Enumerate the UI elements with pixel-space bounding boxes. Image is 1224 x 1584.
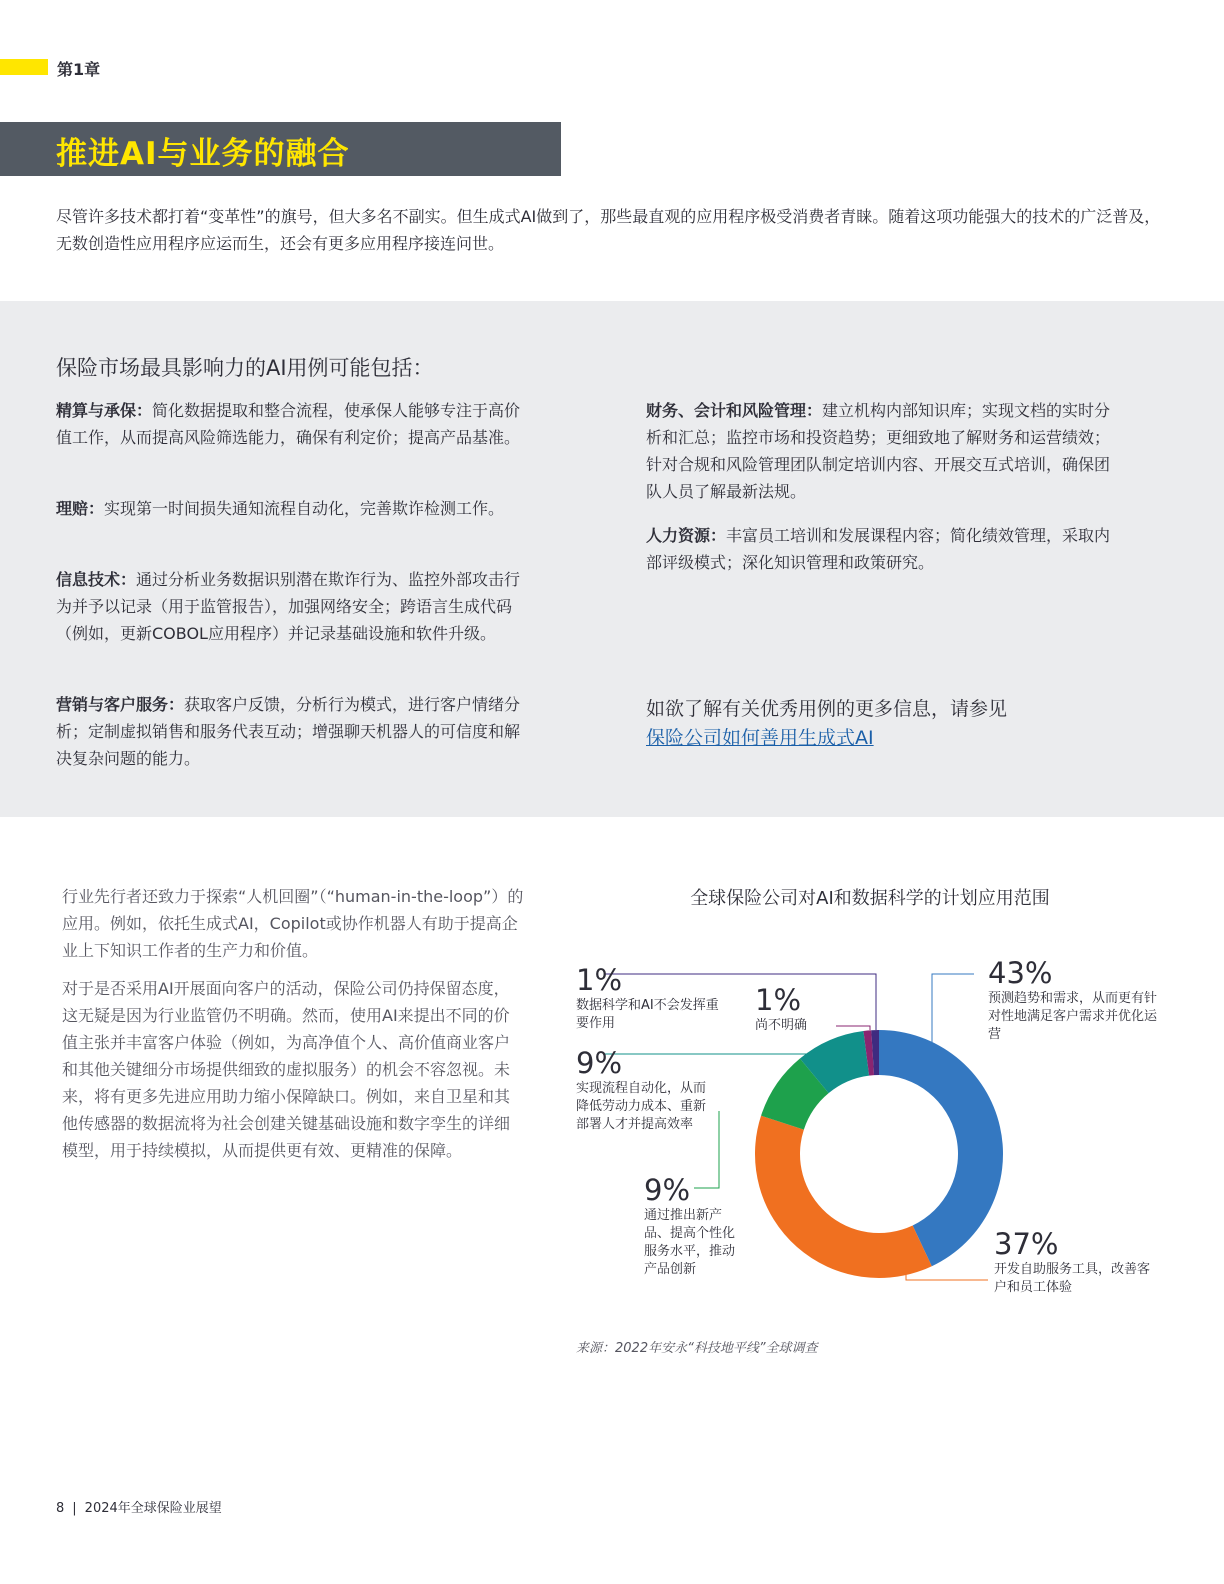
use-case-text: 获取客户反馈，分析行为模式，进行客户情绪分析；定制虚拟销售和服务代表互动；增强聊天机器人的可信度和解决复杂问题的能力。 (56, 695, 521, 768)
use-case-finance (646, 397, 1118, 505)
use-case-text: 实现第一时间损失通知流程自动化，完善欺诈检测工作。 (104, 499, 505, 518)
use-case-text: 丰富员工培训和发展课程内容；简化绩效管理，采取内部评级模式；深化知识管理和政策研究。 (646, 526, 1111, 572)
use-case-actuarial (56, 397, 528, 451)
use-case-text: 通过分析业务数据识别潜在欺诈行为、监控外部攻击行为并予以记录（用于监管报告），加强网络安全；跨语言生成代码（例如，更新COBOL应用程序）并记录基础设施和软件升级。 (56, 570, 521, 643)
footer-separator: | (72, 1501, 77, 1516)
chapter-label: 第1章 (57, 60, 101, 79)
page-title: 推进AI与业务的融合 (56, 136, 350, 172)
slice-description: 预测趋势和需求，从而更有针对性地满足客户需求并优化运营 (988, 991, 1158, 1042)
intro-paragraph: 尽管许多技术都打着“变革性”的旗号，但大多名不副实。但生成式AI做到了，那些最直观的应用程序极受消费者青睐。随着这项功能强大的技术的广泛普及，无数创造性应用程序应运而生，还会有更多应用程序接连问世。 (56, 207, 1161, 253)
use-case-it (56, 566, 528, 647)
slice-description: 开发自助服务工具，改善客户和员工体验 (994, 1262, 1151, 1295)
body-paragraph-1: 行业先行者还致力于探索“人机回圈”（“human-in-the-loop”）的应用。例如，依托生成式AI，Copilot或协作机器人有助于提高企业上下知识工作者的生产力和价值。 (62, 887, 524, 960)
chart-source: 来源：2022年安永“科技地平线”全球调查 (576, 1341, 818, 1356)
slice-description: 数据科学和AI不会发挥重要作用 (576, 998, 719, 1031)
leader-unclear (836, 1026, 870, 1030)
slice-forecast (879, 1030, 1003, 1266)
use-case-label: 理赔： (56, 499, 105, 518)
see-more-link[interactable]: 保险公司如何善用生成式AI (646, 727, 874, 749)
use-case-label: 信息技术： (56, 570, 137, 589)
see-more-text: 如欲了解有关优秀用例的更多信息，请参见 (646, 698, 1008, 720)
use-case-hr (646, 522, 1118, 576)
slice-label-automation (576, 1046, 718, 1134)
slice-label-selfservice (994, 1227, 1154, 1297)
use-case-label: 营销与客户服务： (56, 695, 185, 714)
footer-title: 2024年全球保险业展望 (84, 1501, 222, 1516)
slice-label-forecast (988, 956, 1158, 1044)
slice-description: 尚不明确 (755, 1018, 808, 1033)
page-number: 8 (56, 1501, 65, 1516)
slice-description: 实现流程自动化，从而降低劳动力成本、重新部署人才并提高效率 (576, 1081, 707, 1132)
slice-label-innovation (644, 1173, 744, 1279)
use-case-text: 建立机构内部知识库；实现文档的实时分析和汇总；监控市场和投资趋势；更细致地了解财务和运营绩效；针对合规和风险管理团队制定培训内容、开展交互式培训，确保团队人员了解最新法规。 (646, 401, 1111, 501)
use-case-text: 简化数据提取和整合流程，使承保人能够专注于高价值工作，从而提高风险筛选能力，确保有利定价；提高产品基准。 (56, 401, 521, 447)
slice-label-no-role (576, 963, 721, 1033)
slice-description: 通过推出新产品、提高个性化服务水平，推动产品创新 (644, 1208, 736, 1277)
slice-selfservice (755, 1116, 932, 1278)
chart-title: 全球保险公司对AI和数据科学的计划应用范围 (690, 888, 1050, 909)
use-case-label: 财务、会计和风险管理： (646, 401, 823, 420)
use-case-label: 精算与承保： (56, 401, 153, 420)
use-cases-heading: 保险市场最具影响力的AI用例可能包括： (56, 356, 434, 380)
slice-percent: 9% (576, 1046, 623, 1080)
body-paragraph-2: 对于是否采用AI开展面向客户的活动，保险公司仍持保留态度，这无疑是因为行业监管仍不明确。然而，使用AI来提出不同的价值主张并丰富客户体验（例如，为高净值个人、高价值商业客户和其他关键细分市场提供细致的虚拟服务）的机会不容忽视。未来，将有更多先进应用助力缩小保障缺口。例如，来自卫星和其他传感器的数据流将为社会创建关键基础设施和数字孪生的详细模型，用于持续模拟，从而提供更有效、更精准的保障。 (62, 979, 511, 1160)
use-case-marketing (56, 691, 528, 772)
page-footer (56, 1497, 222, 1516)
slice-percent: 9% (644, 1173, 691, 1207)
slice-percent: 1% (576, 963, 623, 997)
use-case-claims (56, 495, 528, 522)
slice-label-unclear (755, 983, 807, 1035)
slice-percent: 43% (988, 956, 1053, 990)
slice-percent: 37% (994, 1227, 1059, 1261)
see-more-callout (646, 695, 1126, 753)
chapter-marker-bar (0, 59, 48, 75)
use-case-label: 人力资源： (646, 526, 727, 545)
slice-percent: 1% (755, 983, 802, 1017)
